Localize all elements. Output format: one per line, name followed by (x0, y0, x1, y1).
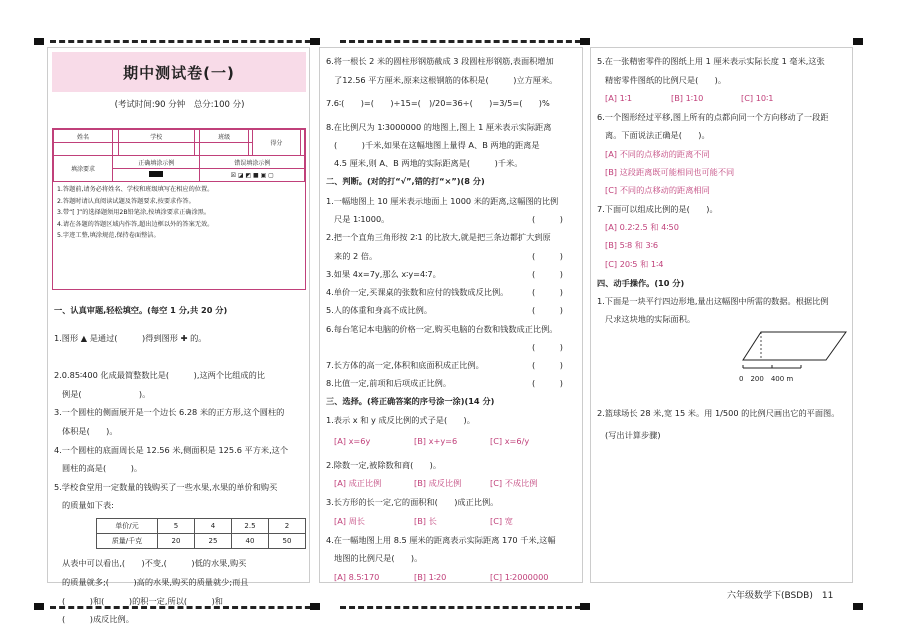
answer-paren[interactable]: ( ) (532, 287, 563, 297)
choice-6-cont: 离。下面说法正确是( )。 (605, 130, 710, 140)
corner-mark (853, 603, 863, 610)
choice-option[interactable]: [B] x+y=6 (414, 436, 458, 446)
judge-1: 1.一幅地图上 10 厘米表示地面上 1000 米的距离,这幅图的比例 (326, 196, 559, 206)
choice-option[interactable]: [A] x=6y (334, 436, 371, 446)
choice-option[interactable]: [A] 0.2∶2.5 和 4∶50 (605, 222, 679, 232)
top-dash-line (50, 40, 320, 43)
question-5: 5.学校食堂用一定数量的钱购买了一些水果,水果的单价和购买 (54, 482, 278, 492)
choice-option[interactable]: [B] 这段距离既可能相同也可能不同 (605, 167, 735, 177)
question-5-line: 从表中可以看出,( )不变,( )低的水果,购买 (62, 558, 247, 568)
choice-option[interactable]: [B] 1∶20 (414, 572, 447, 582)
answer-paren[interactable]: ( ) (532, 214, 563, 224)
operation-1: 1.下面是一块平行四边形地,量出这幅图中所需的数据。根据比例 (597, 296, 829, 306)
question-5-cont: 的质量如下表: (62, 500, 114, 510)
answer-paren[interactable]: ( ) (532, 269, 563, 279)
parallelogram-figure (741, 330, 851, 374)
choice-option[interactable]: [C] 不成比例 (490, 478, 538, 488)
judge-6: 6.每台笔记本电脑的价格一定,购买电脑的台数和钱数成正比例。 (326, 324, 558, 334)
triangle-shape-icon: ▲ (80, 333, 88, 343)
corner-mark (580, 38, 590, 45)
question-2-cont: 例是( )。 (62, 389, 151, 399)
wrong-fill-label: 错误填涂示例 (200, 156, 305, 169)
corner-mark (580, 603, 590, 610)
judge-2-cont: 来的 2 倍。 (334, 251, 378, 261)
choice-option[interactable]: [B] 成反比例 (414, 478, 462, 488)
question-8-cont: ( )千米,如果在这幅地图上量得 A、B 两地的距离是 (334, 140, 540, 150)
exam-notes: 1.答题前,请务必将姓名、学校和班级填写在相应的位置。 2.答题时请认真阅读试题及答题要求,按要求作答。 3.带“[ ]”的选择题须用2B铅笔涂,按填涂要求正确涂黑。 4.请在各题的答题区域内作答,超出边框以外的答案无效。 5.字迹工整,填涂规范,保持卷面整洁。 (57, 186, 214, 239)
section-heading: 二、判断。(对的打“√”,错的打“×”)(8 分) (326, 176, 485, 186)
name-label: 姓名 (54, 130, 113, 143)
question-1: 1.图形 ▲ 是通过( )得到图形 ✚ 的。 (54, 333, 207, 343)
choice-4-cont: 地图的比例尺是( )。 (334, 553, 423, 563)
cross-shape-icon: ✚ (180, 333, 188, 343)
choice-option[interactable]: [C] 不同的点移动的距离相同 (605, 185, 710, 195)
correct-fill-label: 正确填涂示例 (113, 156, 200, 169)
choice-option[interactable]: [B] 长 (414, 516, 437, 526)
answer-paren[interactable]: ( ) (532, 342, 563, 352)
question-3: 3.一个圆柱的侧面展开是一个边长 6.28 米的正方形,这个圆柱的 (54, 407, 285, 417)
section-heading: 四、动手操作。(10 分) (597, 278, 685, 288)
choice-option[interactable]: [C] x=6/y (490, 436, 530, 446)
answer-paren[interactable]: ( ) (532, 251, 563, 261)
choice-option[interactable]: [B] 5∶8 和 3∶6 (605, 240, 659, 250)
column-middle (319, 47, 583, 583)
scale-bar-label: 0 200 400 m (739, 375, 794, 383)
judge-2: 2.把一个直角三角形按 2∶1 的比放大,就是把三条边都扩大到原 (326, 232, 551, 242)
operation-1-cont: 尺求这块地的实际面积。 (605, 314, 696, 324)
choice-option[interactable]: [A] 8.5∶170 (334, 572, 380, 582)
choice-5: 5.在一张精密零件的图纸上用 1 厘米表示实际长度 1 毫米,这张 (597, 56, 825, 66)
operation-2-cont: (写出计算步骤) (605, 430, 661, 440)
column-left (47, 47, 310, 624)
choice-7: 7.下面可以组成比例的是( )。 (597, 204, 718, 214)
wrong-fill-samples-icon: ☒ ◪ ◩ ■ ▣ ▢ (230, 171, 274, 179)
correct-fill-sample-icon (149, 171, 163, 177)
choice-option[interactable]: [C] 20∶5 和 1∶4 (605, 259, 664, 269)
choice-option[interactable]: [C] 宽 (490, 516, 513, 526)
judge-1-cont: 尺是 1∶1000。 (334, 214, 390, 224)
class-label: 班级 (200, 130, 248, 143)
judge-3: 3.如果 4x=7y,那么 x∶y=4∶7。 (326, 269, 441, 279)
choice-option[interactable]: [A] 1∶1 (605, 93, 633, 103)
choice-3: 3.长方形的长一定,它的面积和( )成正比例。 (326, 497, 499, 507)
judge-5: 5.人的体重和身高不成比例。 (326, 305, 433, 315)
corner-mark (310, 38, 320, 45)
question-4: 4.一个圆柱的底面周长是 12.56 米,侧面积是 125.6 平方米,这个 (54, 445, 289, 455)
corner-mark (853, 38, 863, 45)
choice-option[interactable]: [A] 成正比例 (334, 478, 382, 488)
question-7: 7.6∶( )=( )÷15=( )/20=36÷( )=3/5=( )% (326, 98, 550, 108)
choice-6: 6.一个图形经过平移,图上所有的点都向同一个方向移动了一段距 (597, 112, 829, 122)
bottom-dash-line (340, 606, 590, 609)
question-4-cont: 圆柱的高是( )。 (62, 463, 143, 473)
operation-2: 2.篮球场长 28 米,宽 15 米。用 1/500 的比例尺画出它的平面图。 (597, 408, 840, 418)
judge-4: 4.单价一定,买课桌的张数和应付的钱数成反比例。 (326, 287, 509, 297)
question-2: 2.0.85∶400 化成最简整数比是( ),这两个比组成的比 (54, 370, 265, 380)
exam-subtitle: (考试时间:90 分钟 总分:100 分) (114, 100, 245, 110)
section-heading: 三、选择。(将正确答案的序号涂一涂)(14 分) (326, 396, 495, 406)
page-title: 期中测试卷(一) (52, 52, 306, 92)
score-label: 得分 (252, 130, 300, 156)
question-6: 6.将一根长 2 米的圆柱形钢筋截成 3 段圆柱形钢筋,表面积增加 (326, 56, 554, 66)
column-right (590, 47, 853, 583)
question-3-cont: 体积是( )。 (62, 426, 118, 436)
fill-label: 填涂要求 (54, 156, 113, 182)
question-6-cont: 了12.56 平方厘米,原来这根钢筋的体积是( )立方厘米。 (334, 75, 558, 85)
question-8: 8.在比例尺为 1∶3000000 的地图上,图上 1 厘米表示实际距离 (326, 122, 552, 132)
corner-mark (34, 603, 44, 610)
page-footer: 六年级数学下(BSDB) 11 (727, 591, 834, 601)
choice-1: 1.表示 x 和 y 成反比例的式子是( )。 (326, 415, 475, 425)
choice-option[interactable]: [C] 1∶2000000 (490, 572, 549, 582)
choice-option[interactable]: [B] 1∶10 (671, 93, 704, 103)
student-info-box (52, 128, 306, 290)
question-5-line: ( )和( )的积一定,所以( )和 (62, 596, 223, 606)
school-label: 学校 (118, 130, 194, 143)
fruit-price-table: 单价/元 5 4 2.5 2 质量/千克 20 25 40 50 (96, 518, 306, 549)
question-5-line: 的质量就多;( )高的水果,购买的质量就少;而且 (62, 577, 249, 587)
choice-4: 4.在一幅地图上用 8.5 厘米的距离表示实际距离 170 千米,这幅 (326, 535, 556, 545)
answer-paren[interactable]: ( ) (532, 360, 563, 370)
choice-2: 2.除数一定,被除数和商( )。 (326, 460, 442, 470)
section-heading: 一、认真审题,轻松填空。(每空 1 分,共 20 分) (54, 305, 228, 315)
judge-8: 8.比值一定,前项和后项成正比例。 (326, 378, 452, 388)
judge-7: 7.长方体的高一定,体积和底面积成正比例。 (326, 360, 484, 370)
choice-option[interactable]: [A] 不同的点移动的距离不同 (605, 149, 710, 159)
question-8-cont: 4.5 厘米,则 A、B 两地的实际距离是( )千米。 (334, 158, 523, 168)
score-field[interactable] (301, 130, 305, 156)
choice-5-cont: 精密零件图纸的比例尺是( )。 (605, 75, 727, 85)
question-5-line: ( )成反比例。 (62, 614, 134, 624)
choice-option[interactable]: [C] 10∶1 (741, 93, 774, 103)
corner-mark (34, 38, 44, 45)
choice-option[interactable]: [A] 周长 (334, 516, 365, 526)
top-dash-line (340, 40, 590, 43)
answer-paren[interactable]: ( ) (532, 378, 563, 388)
corner-mark (310, 603, 320, 610)
answer-paren[interactable]: ( ) (532, 305, 563, 315)
